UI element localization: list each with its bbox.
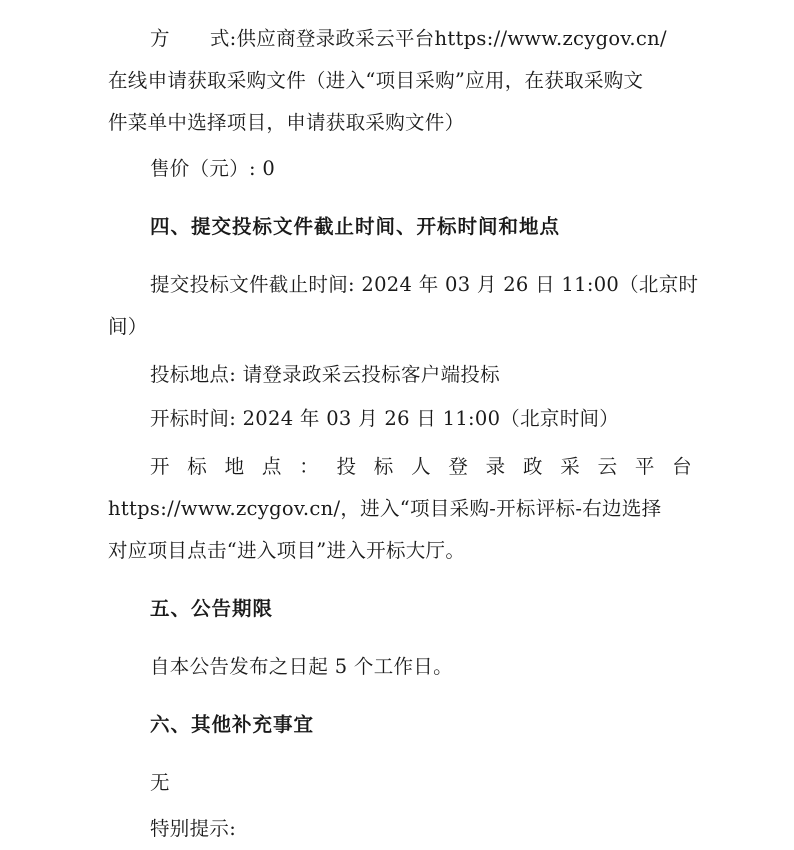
open-location-char: 录: [485, 455, 506, 478]
section5-text: 自本公告发布之日起 5 个工作日。: [150, 655, 453, 678]
deadline-line-1: 提交投标文件截止时间: 2024 年 03 月 26 日 11:00（北京时: [150, 273, 699, 296]
open-location-char: 标: [373, 455, 394, 478]
bid-location-line: 投标地点: 请登录政采云投标客户端投标: [150, 363, 500, 386]
deadline-line-2: 间）: [108, 315, 148, 338]
open-location-char: 政: [522, 455, 543, 478]
open-location-char: 地: [224, 455, 245, 478]
open-location-line-3: 对应项目点击“进入项目”进入开标大厅。: [108, 539, 466, 562]
method-line-2: 在线申请获取采购文件（进入“项目采购”应用，在获取采购文: [108, 69, 644, 92]
open-location-line-1: [150, 454, 692, 480]
open-location-char: 标: [187, 455, 208, 478]
open-location-char: 平: [634, 455, 655, 478]
open-location-char: ：: [299, 455, 319, 478]
method-line-3: 件菜单中选择项目，申请获取采购文件）: [108, 111, 465, 134]
price-line: 售价（元）: 0: [150, 157, 276, 180]
open-time-line: 开标时间: 2024 年 03 月 26 日 11:00（北京时间）: [150, 407, 620, 430]
open-location-char: 投: [336, 455, 357, 478]
open-location-char: 台: [672, 455, 692, 478]
open-location-char: 登: [448, 455, 469, 478]
section6-heading: 六、其他补充事宜: [150, 713, 315, 736]
open-location-char: 开: [150, 455, 170, 478]
open-location-line-2: https://www.zcygov.cn/，进入“项目采购-开标评标-右边选择: [108, 497, 662, 520]
method-line1-rest: 供应商登录政采云平台https://www.zcygov.cn/: [236, 27, 667, 50]
open-location-char: 云: [597, 455, 618, 478]
open-location-char: 人: [411, 455, 431, 478]
section5-heading: 五、公告期限: [150, 597, 274, 620]
open-location-char: 采: [560, 455, 581, 478]
section4-heading: 四、提交投标文件截止时间、开标时间和地点: [150, 215, 561, 238]
method-label-char1: 方: [150, 27, 170, 50]
open-location-char: 点: [261, 455, 282, 478]
special-note-label: 特别提示:: [150, 817, 237, 840]
method-label-char2: 式:: [209, 27, 237, 50]
section6-text: 无: [150, 771, 170, 794]
method-line-1: [150, 26, 667, 52]
